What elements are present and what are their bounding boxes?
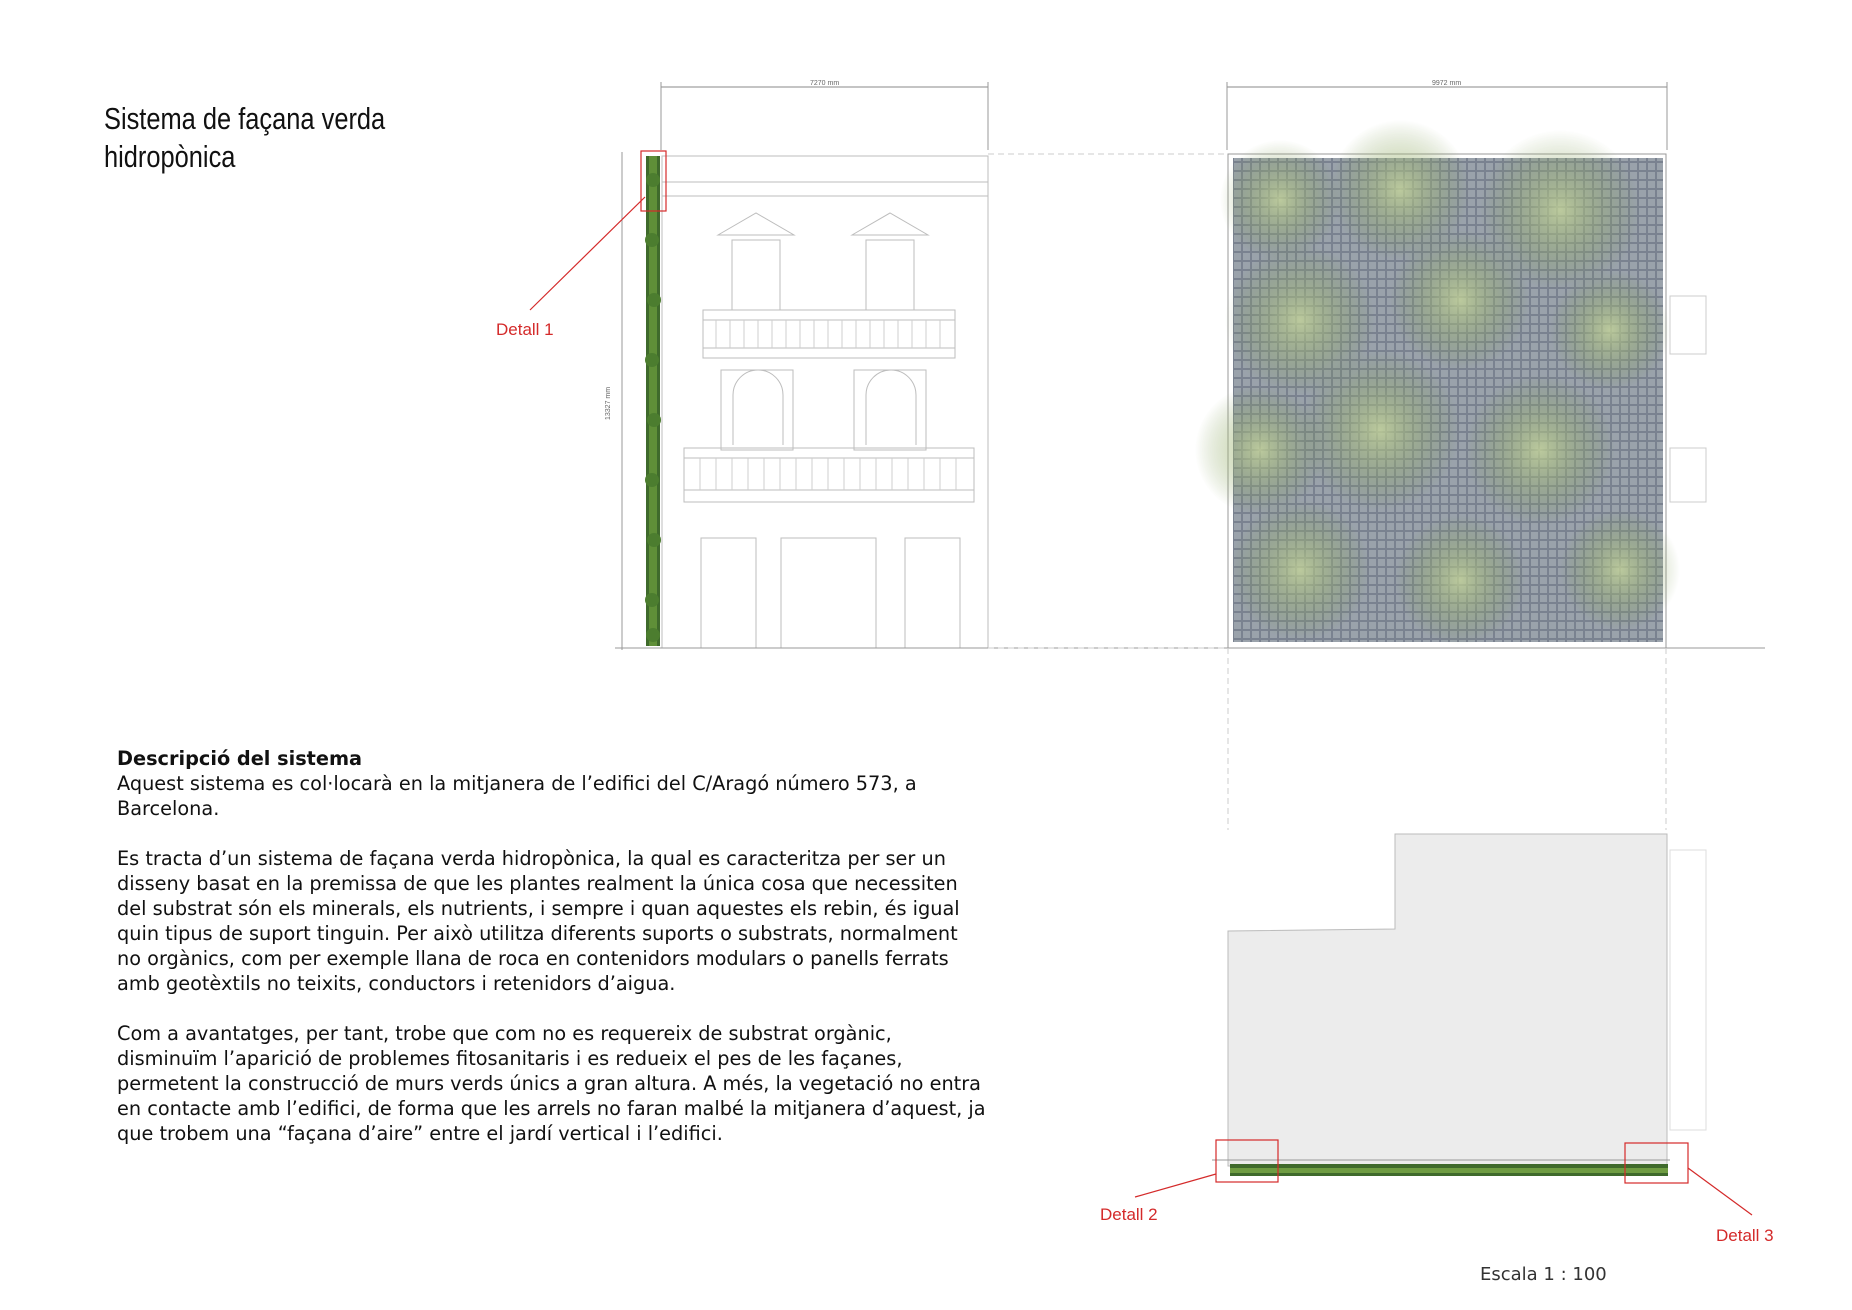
detail-2-label: Detall 2 [1100, 1205, 1158, 1224]
plan-view [1212, 834, 1706, 1176]
vegetation-overlay [1195, 120, 1680, 645]
right-elevation [1195, 82, 1706, 830]
detail-1-label: Detall 1 [496, 320, 554, 339]
description-paragraph-1: Aquest sistema es col·locarà en la mitjanera de l’edifici del C/Aragó número 573, a Barcelona. [117, 772, 917, 820]
description-paragraph-3: Com a avantatges, per tant, trobe que com no es requereix de substrat orgànic, disminuïm l’aparició de problemes fitosanitaris i es redueix el pes de les façanes, permetent la construcció de murs verds únics a gran altura. A més, la vegetació no entra en contacte amb l’edifici, de forma que les arrels no faran malbé la mitjanera d’aquest, ja que trobem una “façana d’aire” entre el jardí vertical i l’edifici. [117, 1022, 986, 1145]
description-heading: Descripció del sistema [117, 747, 363, 770]
scale-label: Escala 1 : 100 [1480, 1264, 1607, 1285]
detail-3-leader [1688, 1168, 1752, 1215]
detail-2-leader [1135, 1174, 1216, 1197]
dim-width-left: 7270 mm [810, 80, 840, 87]
detail-3-label: Detall 3 [1716, 1226, 1774, 1245]
green-wall-section [645, 156, 661, 646]
detail-1-leader [530, 197, 645, 310]
title-line-1: Sistema de façana verda [104, 101, 386, 136]
dim-height-left: 13327 mm [605, 386, 612, 420]
dim-width-right: 9972 mm [1432, 80, 1462, 87]
balusters [700, 320, 956, 490]
description-paragraph-2: Es tracta d’un sistema de façana verda hidropònica, la qual es caracteritza per ser un disseny basat en la premissa de que les plantes realment la única cosa que necessiten del substrat són els minerals, els nutrients, i sempre i quan aquestes els rebin, és igual quin tipus de suport tinguin. Per això utilitza diferents suports o substrats, normalment no orgànics, com per exemple llana de roca en contenidors modulars o panells ferrats amb geotèxtils no teixits, conductors i retenidors d’aigua. [117, 847, 960, 995]
title-line-2: hidropònica [104, 139, 236, 174]
system-description [117, 746, 987, 1171]
